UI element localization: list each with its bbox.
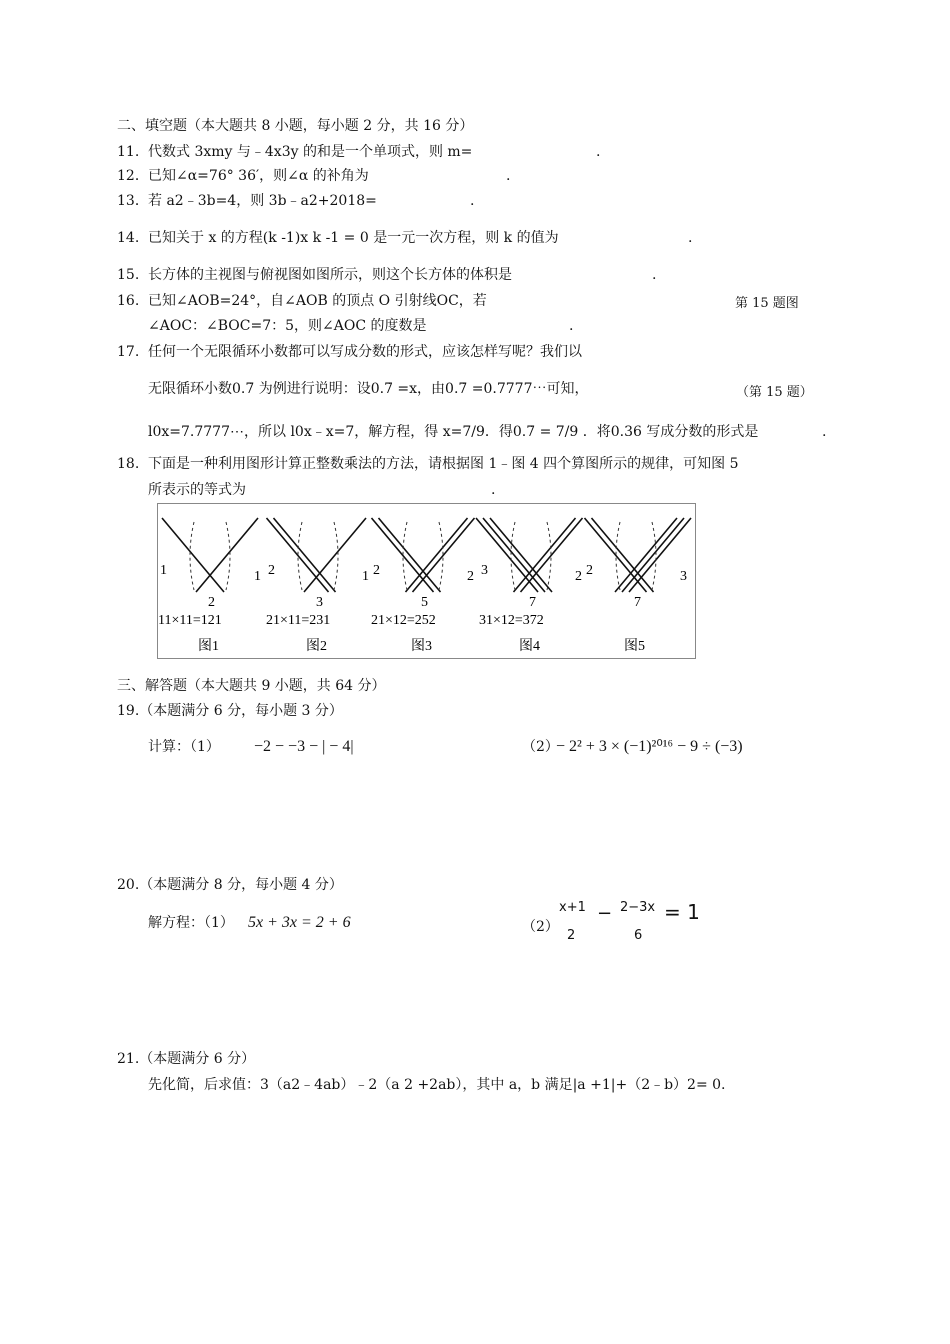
- figure-caption: 图2: [306, 639, 327, 654]
- equation-1: 5x + 3x = 2 + 6: [248, 914, 351, 931]
- question-text-line1: 已知∠AOB=24°，自∠AOB 的顶点 O 引射线OC，若: [148, 293, 487, 309]
- bottom-count-label: 2: [208, 595, 215, 610]
- question-end: .: [470, 193, 475, 209]
- figure-equation: 21×11=231: [266, 613, 331, 628]
- question-number: 16.: [117, 293, 140, 309]
- question-end: .: [652, 267, 657, 283]
- lattice-line: [379, 518, 441, 592]
- lattice-line: [521, 518, 583, 592]
- question-number: 18.: [117, 456, 140, 472]
- part-label: 解方程：（1）: [148, 915, 234, 931]
- question-18: [117, 455, 739, 473]
- question-19-part1: [148, 738, 354, 756]
- lattice-line: [267, 518, 329, 592]
- question-number: 17.: [117, 344, 140, 360]
- question-end: .: [822, 424, 827, 440]
- question-number: 14.: [117, 230, 140, 246]
- minus-sign: −: [597, 903, 613, 924]
- lattice-line: [274, 518, 336, 592]
- question-19-part2: [522, 738, 743, 756]
- question-16: [117, 292, 487, 310]
- question-19-title: 19.（本题满分 6 分，每小题 3 分）: [117, 703, 343, 719]
- lattice-line: [413, 518, 475, 592]
- figures-svg: [158, 504, 695, 658]
- equation-rhs: = 1: [664, 900, 700, 924]
- question-number: 15.: [117, 267, 140, 283]
- question-17: [117, 343, 582, 361]
- section-heading-fill-in: 二、填空题（本大题共 8 小题，每小题 2 分，共 16 分）: [117, 118, 474, 134]
- section-heading-answer: 三、解答题（本大题共 9 小题，共 64 分）: [117, 678, 386, 694]
- figure-15-label: 第 15 题图: [735, 296, 799, 311]
- question-text: 长方体的主视图与俯视图如图所示，则这个长方体的体积是: [148, 267, 512, 283]
- bottom-count-label: 3: [316, 595, 323, 610]
- question-20-part1: [148, 914, 351, 932]
- question-end: .: [506, 168, 511, 184]
- part-label: （2）: [522, 739, 559, 755]
- question-text-line2: 所表示的等式为: [148, 482, 246, 498]
- left-count-label: 2: [586, 563, 593, 578]
- question-text: 已知∠α=76° 36′，则∠α 的补角为: [148, 168, 369, 184]
- figure-equation: 31×12=372: [479, 613, 544, 628]
- question-21-title: 21.（本题满分 6 分）: [117, 1051, 256, 1067]
- left-count-label: 1: [160, 563, 167, 578]
- left-count-label: 2: [373, 563, 380, 578]
- question-17-line2: 无限循环小数0.7̇ 为例进行说明：设0.7̇ =x，由0.7̇ =0.7777⋯可知，: [148, 381, 589, 397]
- question-text: 若 a2﹣3b=4，则 3b﹣a2+2018=: [148, 193, 377, 209]
- figure-caption: 图3: [411, 639, 432, 654]
- lattice-line: [514, 518, 576, 592]
- question-text-line2: ∠AOC：∠BOC=7：5，则∠AOC 的度数是: [148, 318, 427, 334]
- question-end: .: [569, 318, 574, 334]
- question-number: 12．: [117, 168, 149, 184]
- question-text: 已知关于 x 的方程(k -1)x k -1 = 0 是一元一次方程，则 k 的值为: [148, 230, 559, 246]
- question-end: .: [596, 144, 601, 160]
- fraction-2-numerator: 2−3x: [620, 900, 656, 915]
- question-18-line2: [148, 481, 496, 499]
- right-count-label: 2: [575, 569, 582, 584]
- question-text-line1: 下面是一种利用图形计算正整数乘法的方法，请根据图 1﹣图 4 四个算图所示的规律，可知图 5: [148, 456, 739, 472]
- question-15: [117, 266, 657, 284]
- left-count-label: 2: [268, 563, 275, 578]
- right-count-label: 2: [467, 569, 474, 584]
- right-count-label: 3: [680, 569, 687, 584]
- figure-caption: 图4: [519, 639, 540, 654]
- right-count-label: 1: [362, 569, 369, 584]
- lattice-line: [406, 518, 468, 592]
- question-13: [117, 192, 475, 210]
- question-12: [117, 167, 511, 185]
- figure-caption: 图5: [624, 639, 645, 654]
- question-17-note: （第 15 题）: [736, 385, 813, 400]
- question-text: 代数式 3xmy 与﹣4x3y 的和是一个单项式，则 m=: [148, 144, 473, 160]
- question-20-title: 20.（本题满分 8 分，每小题 4 分）: [117, 877, 343, 893]
- left-count-label: 3: [481, 563, 488, 578]
- question-16-line2: [148, 317, 574, 335]
- question-text-line1: 任何一个无限循环小数都可以写成分数的形式，应该怎样写呢？我们以: [148, 344, 582, 360]
- bottom-count-label: 7: [634, 595, 641, 610]
- lattice-line: [585, 518, 647, 592]
- figure-equation: 21×12=252: [371, 613, 436, 628]
- multiplication-figures: [157, 503, 696, 659]
- lattice-line: [372, 518, 434, 592]
- fraction-1-denominator: 2: [567, 928, 576, 943]
- question-text-line3: l0x=7.7777⋯，所以 l0x﹣x=7，解方程，得 x=7/9．得0.7̇ = 7/9 ．将0.36 写成分数的形式是: [148, 424, 759, 440]
- question-end: .: [688, 230, 693, 246]
- expression-1: −2 − −3 − | − 4|: [254, 738, 354, 755]
- figure-equation: 11×11=121: [158, 613, 222, 628]
- bottom-count-label: 5: [421, 595, 428, 610]
- fraction-2-denominator: 6: [634, 928, 643, 943]
- question-17-line3: [148, 423, 827, 441]
- fraction-1-numerator: x+1: [559, 900, 586, 915]
- figure-caption: 图1: [198, 639, 219, 654]
- question-number: 11.: [117, 144, 140, 160]
- part-label: 计算：（1）: [148, 739, 220, 755]
- lattice-line: [490, 518, 552, 592]
- question-14: [117, 229, 693, 247]
- expression-2: − 2² + 3 × (−1)²⁰¹⁶ − 9 ÷ (−3): [556, 738, 743, 755]
- bottom-count-label: 7: [529, 595, 536, 610]
- right-count-label: 1: [254, 569, 261, 584]
- question-end: .: [491, 482, 496, 498]
- lattice-line: [476, 518, 538, 592]
- question-number: 13．: [117, 193, 149, 209]
- question-20-part2-label: （2）: [522, 919, 559, 935]
- lattice-line: [592, 518, 654, 592]
- question-21-text: 先化简，后求值：3（a2﹣4ab）﹣2（a 2 +2ab），其中 a，b 满足|a +1|+（2﹣b）2= 0.: [148, 1077, 726, 1093]
- question-11: [117, 143, 601, 161]
- lattice-line: [615, 518, 677, 592]
